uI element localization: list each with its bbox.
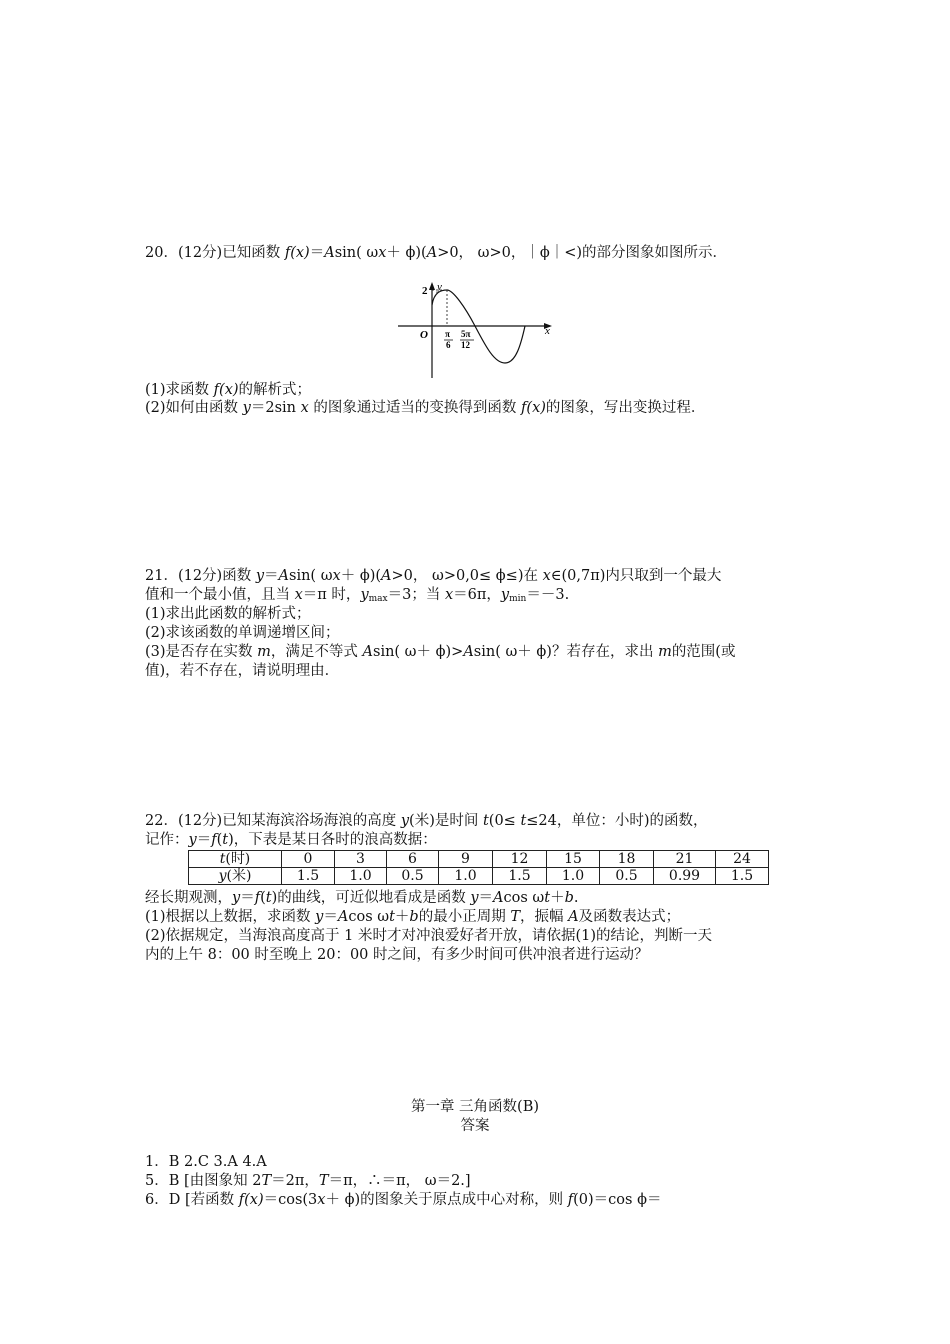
origin-label: O (420, 329, 428, 341)
wave-height-table (188, 850, 769, 885)
table-header-height: y(米) (189, 868, 282, 885)
table-header-time: t(时) (189, 851, 282, 868)
q21-line1: 21．(12分)函数 y＝Asin( ωx＋ ϕ)(A>0， ω>0,0≤ ϕ≤)在 x∈(0,7π)内只取到一个最大 (145, 568, 722, 584)
answers-line6: 6．D [若函数 f(x)＝cos(3x＋ ϕ)的图象关于原点成中心对称，则 f(0)＝cos ϕ＝ (145, 1192, 662, 1208)
table-cell: 9 (439, 851, 493, 868)
q20-line1: 20．(12分)已知函数 f(x)＝Asin( ωx＋ ϕ)(A>0， ω>0，｜ϕ｜<)的部分图象如图所示． (145, 245, 728, 261)
y-axis-label: y (437, 282, 442, 293)
q21-part2: (2)求该函数的单调递增区间； (145, 625, 340, 641)
table-cell: 21 (654, 851, 716, 868)
q22-part2: (2)依据规定，当海浪高度高于 1 米时才对冲浪爱好者开放，请依据(1)的结论，判断一天 (145, 928, 713, 944)
table-cell: 1.0 (547, 868, 600, 885)
q21-part1: (1)求出此函数的解析式； (145, 606, 311, 622)
table-row-height (189, 868, 769, 885)
tick-pi-6-den: 6 (446, 340, 451, 350)
q21-line2: 值和一个最小值，且当 x＝π 时，$y_{max}=3$；当 x＝6π，$y_{min}=-3$. (145, 587, 570, 604)
table-cell: 1.5 (716, 868, 769, 885)
q21-part3-cont: 值)，若不存在，请说明理由． (145, 663, 340, 679)
tick-5pi-12-num: 5π (461, 329, 471, 339)
table-cell: 24 (716, 851, 769, 868)
tick-5pi-12-den: 12 (461, 340, 470, 350)
table-cell: 0 (282, 851, 335, 868)
answers-heading: 答案 (460, 1118, 490, 1134)
table-cell: 3 (335, 851, 387, 868)
table-cell: 1.5 (493, 868, 547, 885)
q22-part1: (1)根据以上数据，求函数 y＝Acos ωt＋b的最小正周期 T，振幅 A及函数表达式； (145, 909, 681, 925)
x-axis-label: x (545, 325, 550, 337)
q22-line1: 22．(12分)已知某海滨浴场海浪的高度 y(米)是时间 t(0≤ t≤24，单位：小时)的函数， (145, 813, 708, 829)
table-cell: 18 (600, 851, 654, 868)
q22-line2: 记作：y＝f(t)，下表是某日各时的浪高数据： (145, 832, 437, 848)
answers-line5: 5．B [由图象知 2T＝2π，T＝π，∴＝π， ω＝2.] (145, 1173, 471, 1189)
chapter-title: 第一章 三角函数(B) (410, 1099, 540, 1115)
table-cell: 6 (387, 851, 439, 868)
table-row-time (189, 851, 769, 868)
table-cell: 1.5 (282, 868, 335, 885)
q22-part2-cont: 内的上午 8：00 时至晚上 20：00 时之间，有多少时间可供冲浪者进行运动？ (145, 947, 649, 963)
table-cell: 0.5 (600, 868, 654, 885)
table-cell: 15 (547, 851, 600, 868)
sine-graph (390, 282, 565, 382)
table-cell: 0.5 (387, 868, 439, 885)
q20-part1: (1)求函数 f(x)的解析式； (145, 382, 312, 398)
table-cell: 12 (493, 851, 547, 868)
table-cell: 1.0 (439, 868, 493, 885)
q21-part3: (3)是否存在实数 m，满足不等式 Asin( ω＋ ϕ)>Asin( ω＋ ϕ)？若存在，求出 m的范围(或 (145, 644, 736, 660)
answers-line1: 1．B 2.C 3.A 4.A (145, 1154, 267, 1170)
table-cell: 1.0 (335, 868, 387, 885)
tick-pi-6-num: π (445, 329, 450, 339)
q22-line3: 经长期观测，y＝f(t)的曲线，可近似地看成是函数 y＝Acos ωt＋b. (145, 890, 579, 906)
max-value-label: 2 (422, 285, 428, 297)
table-cell: 0.99 (654, 868, 716, 885)
q20-part2: (2)如何由函数 y＝2sin x 的图象通过适当的变换得到函数 f(x)的图象，写出变换过程． (145, 400, 706, 416)
